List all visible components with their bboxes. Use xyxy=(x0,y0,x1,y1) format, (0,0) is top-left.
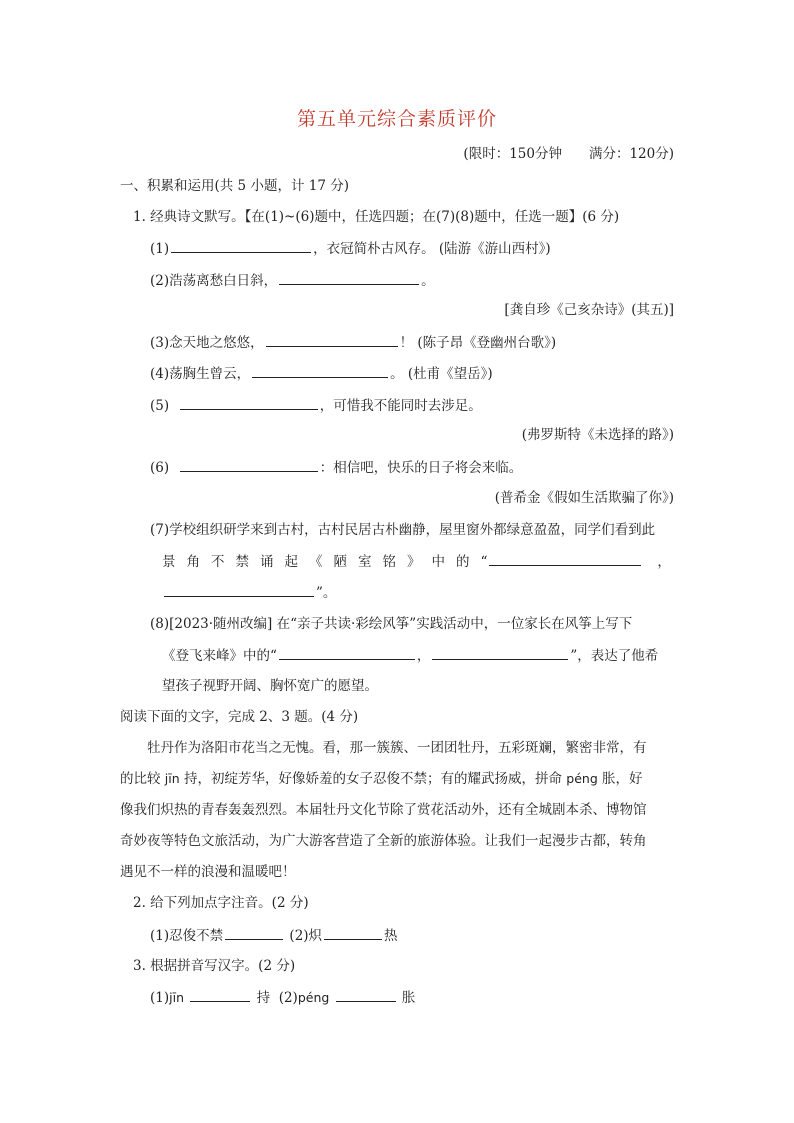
q1-item-8: (8)[2023·随州改编] 在“亲子共读·彩绘风筝”实践活动中，一位家长在风筝上写下 xyxy=(150,616,633,632)
item-label: (4)荡胸生曾云， xyxy=(150,366,251,382)
item-text: ，衣冠简朴古风存。 (陆游《游山西村》) xyxy=(313,241,551,257)
q1-item-3 xyxy=(150,332,556,353)
comma: ， xyxy=(657,554,671,570)
q1-item-7: (7)学校组织研学来到古村，古村民居古朴幽静，屋里窗外都绿意盈盈，同学们看到此 xyxy=(150,522,656,538)
source-citation: [龚自珍《己亥杂诗》(其五)] xyxy=(504,302,674,318)
answer-blank[interactable] xyxy=(336,987,396,1002)
answer-blank[interactable] xyxy=(171,238,311,253)
section-heading: 一、积累和运用(共 5 小题，计 17 分) xyxy=(120,178,349,194)
q2-answers xyxy=(150,925,398,946)
reading-intro: 阅读下面的文字，完成 2、3 题。(4 分) xyxy=(120,709,359,725)
item-label: (2) xyxy=(278,990,298,1006)
passage-line: 像我们炽热的青春轰轰烈烈。本届牡丹文化节除了赏花活动外，还有全城剧本杀、博物馆 xyxy=(120,802,647,818)
item-label: (1) xyxy=(150,241,170,257)
item-label: (3)念天地之悠悠， xyxy=(150,335,264,351)
passage-line: 奇妙夜等特色文旅活动，为广大游客营造了全新的旅游体验。让我们一起漫步古都，转角 xyxy=(120,833,647,849)
answer-blank[interactable] xyxy=(225,925,283,940)
item-text: 。 xyxy=(421,273,435,289)
passage-line: 遇见不一样的浪漫和温暖吧！ xyxy=(120,864,296,880)
q1-item-7-line2 xyxy=(162,551,671,572)
item-label: (2)炽 xyxy=(289,928,323,944)
passage-text: 胀，好 xyxy=(597,771,643,787)
q1-item-8-line3: 望孩子视野开阔、胸怀宽广的愿望。 xyxy=(162,678,378,694)
answer-blank[interactable] xyxy=(180,457,318,472)
item-label: (1) xyxy=(150,990,170,1006)
q3-answers xyxy=(150,987,415,1008)
answer-blank[interactable] xyxy=(489,551,641,566)
q1-item-2 xyxy=(150,270,435,291)
answer-blank[interactable] xyxy=(252,363,388,378)
passage-text: 持，初绽芳华，好像娇羞的女子忍俊不禁；有的耀武扬威，拼命 xyxy=(179,771,567,787)
item-text: ，可惜我不能同时去涉足。 xyxy=(319,398,482,414)
q1-item-1 xyxy=(150,238,551,259)
q1-item-7-line3 xyxy=(162,582,336,603)
source-citation: (普希金《假如生活欺骗了你》) xyxy=(494,490,674,506)
q1-item-6 xyxy=(150,457,522,478)
question-2-stem: 2. 给下列加点字注音。(2 分) xyxy=(133,895,309,911)
item-text: 胀 xyxy=(401,990,416,1006)
question-3-stem: 3. 根据拼音写汉字。(2 分) xyxy=(133,958,296,974)
answer-blank[interactable] xyxy=(164,582,314,597)
page-title: 第五单元综合素质评价 xyxy=(296,108,497,130)
source-citation: (弗罗斯特《未选择的路》) xyxy=(521,427,674,443)
item-text: 热 xyxy=(384,928,398,944)
comma: ， xyxy=(416,648,431,664)
q1-item-5 xyxy=(150,395,482,416)
item-label: (6) xyxy=(150,460,170,476)
passage-line: 牡丹作为洛阳市花当之无愧。看，那一簇簇、一团团牡丹，五彩斑斓，繁密非常，有 xyxy=(147,740,647,756)
answer-blank[interactable] xyxy=(190,987,250,1002)
q1-item-8-line2 xyxy=(162,645,658,666)
question-1-stem: 1. 经典诗文默写。【在(1)~(6)题中，任选四题；在(7)(8)题中，任选一题】(6 分) xyxy=(133,209,620,225)
item-text: ：相信吧，快乐的日子将会来临。 xyxy=(319,460,523,476)
item-label: (1)忍俊不禁 xyxy=(150,928,224,944)
open-quote: “ xyxy=(480,554,488,570)
pinyin: jīn xyxy=(164,771,180,786)
pinyin: péng xyxy=(566,771,598,786)
item-text: 持 xyxy=(256,990,271,1006)
answer-blank[interactable] xyxy=(266,332,398,347)
answer-blank[interactable] xyxy=(279,645,415,660)
q1-item-4 xyxy=(150,363,493,384)
item-text: 。 (杜甫《望岳》) xyxy=(390,366,493,382)
item-text: ”，表达了他希 xyxy=(570,648,659,664)
item-label: (2)浩荡离愁白日斜， xyxy=(150,273,278,289)
item-text: ！ (陈子昂《登幽州台歌》) xyxy=(399,335,557,351)
pinyin: péng xyxy=(297,990,330,1005)
passage-line xyxy=(120,769,643,789)
item-text: 《登飞来峰》中的“ xyxy=(162,648,277,664)
answer-blank[interactable] xyxy=(180,395,318,410)
passage-text: 的比较 xyxy=(120,771,165,787)
answer-blank[interactable] xyxy=(279,270,419,285)
item-text: ”。 xyxy=(316,585,337,601)
item-text: 景角不禁诵起《陋室铭》中的 xyxy=(162,554,481,570)
pinyin: jīn xyxy=(169,990,184,1005)
item-label: (5) xyxy=(150,398,170,414)
answer-blank[interactable] xyxy=(432,645,568,660)
time-limit: (限时：150分钟 满分：120分) xyxy=(463,146,674,162)
answer-blank[interactable] xyxy=(324,925,382,940)
